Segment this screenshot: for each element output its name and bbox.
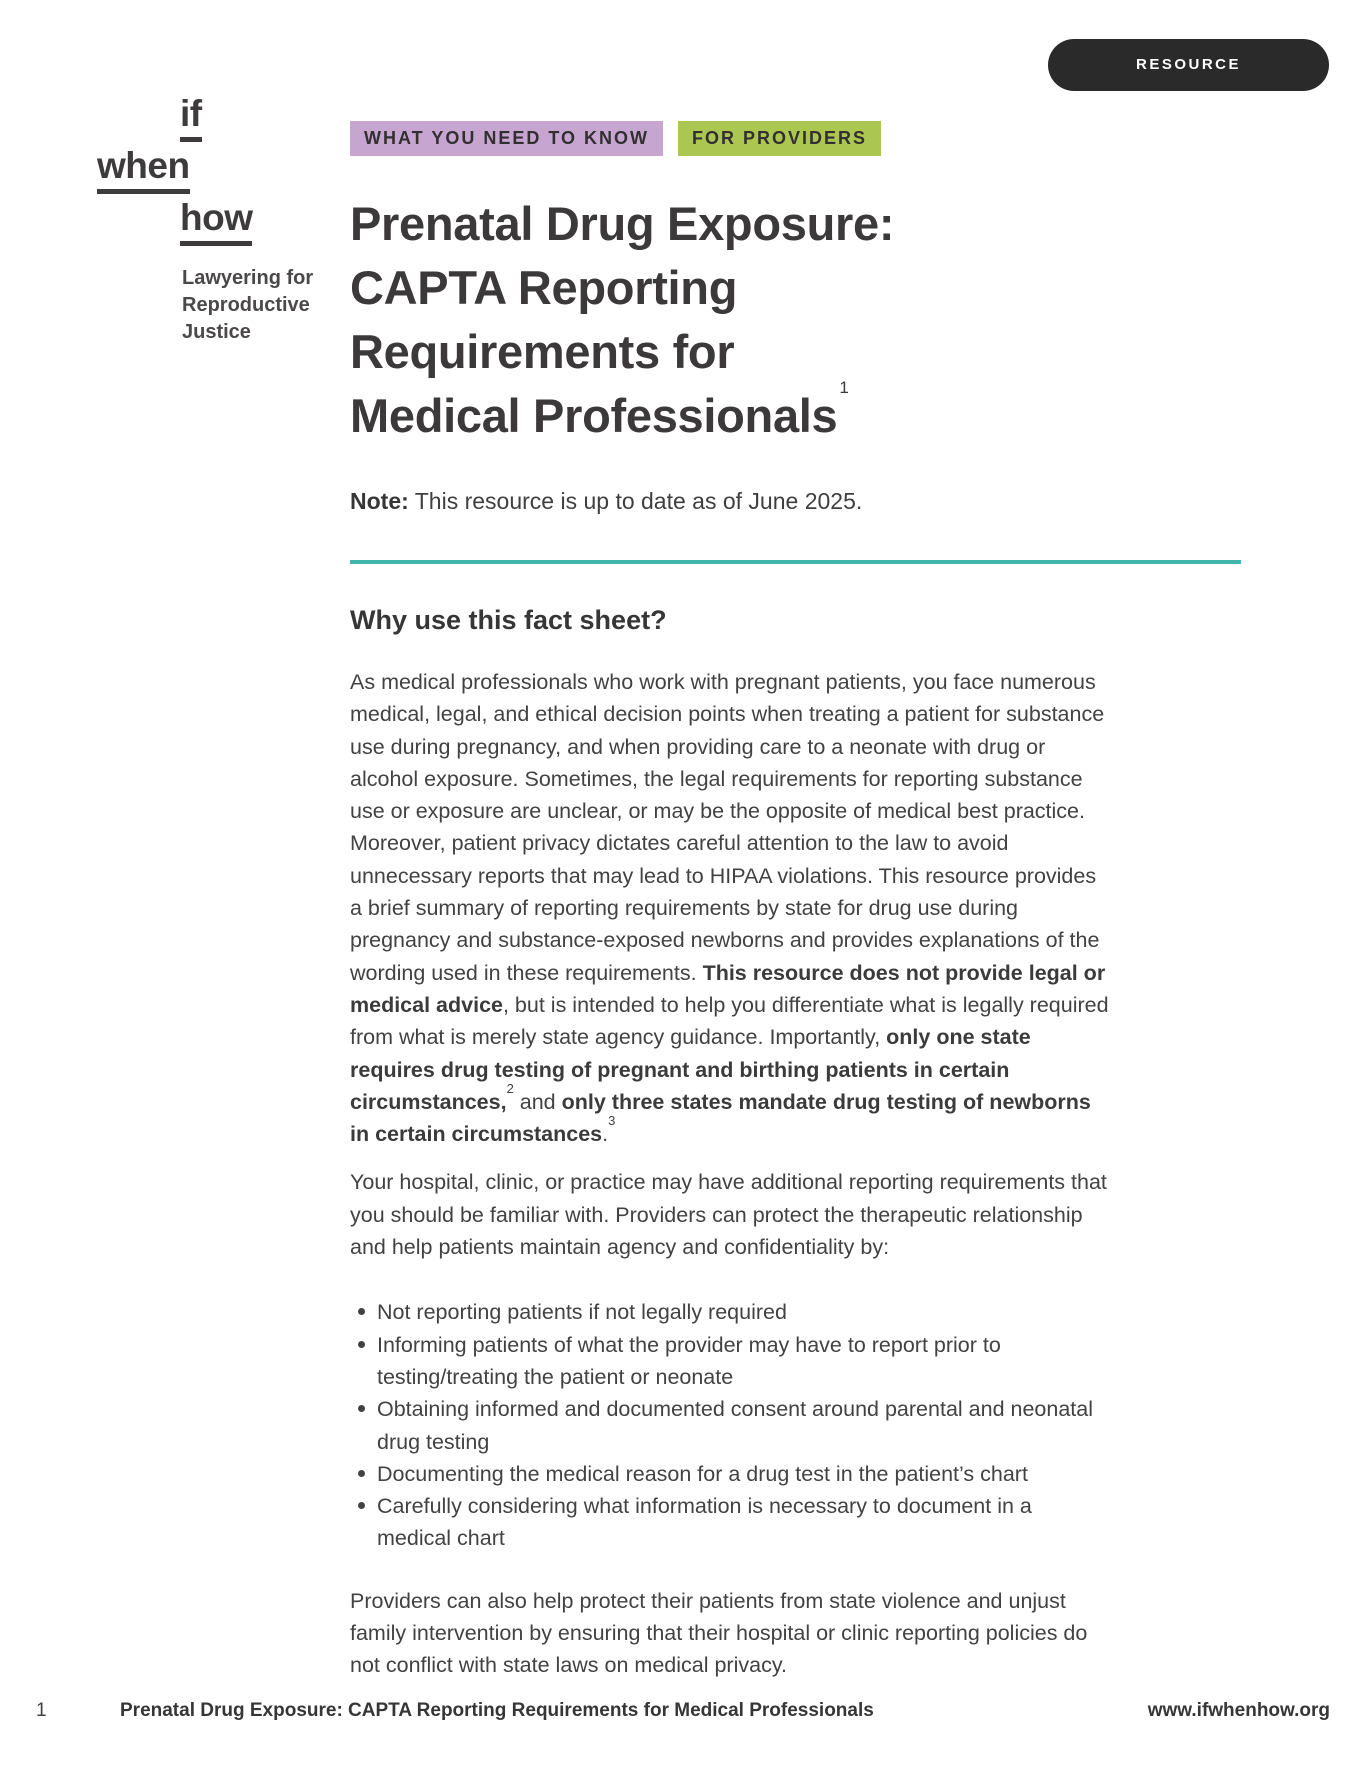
list-item: Not reporting patients if not legally required (377, 1296, 1110, 1328)
footer-page-number: 1 (36, 1700, 47, 1721)
page-title-line-2: CAPTA Reporting (350, 261, 738, 314)
page-title-line-1: Prenatal Drug Exposure: (350, 197, 895, 250)
logo-tagline-line-3: Justice (182, 321, 251, 343)
note-label: Note: (350, 488, 409, 514)
tag-for-providers: FOR PROVIDERS (678, 121, 881, 156)
body-paragraph-1: As medical professionals who work with pregnant patients, you face numerous medical, legal, and ethical decision points when treating a patient for substance use during pregnancy, and when providing care to a neonate with drug or alcohol exposure. Sometimes, the legal requirements for reporting substance use or exposure are unclear, or may be the opposite of medical best practice. Moreover, patient privacy dictates careful attention to the law to avoid unnecessary reports that may lead to HIPAA violations. This resource provides a brief summary of reporting requirements by state for drug use during pregnancy and substance-exposed newborns and provides explanations of the wording used in these requirements. This resource does not provide legal or medical advice, but is intended to help you differentiate what is legally required from what is merely state agency guidance. Importantly, only one state requires drug testing of pregnant and birthing patients in certain circumstances,$^2$ and only three states mandate drug testing of newborns in certain circumstances.$^3$ (350, 670, 1109, 1147)
logo-tagline-line-2: Reproductive (182, 294, 310, 316)
tag-row (350, 121, 1110, 156)
logo-word-when: when (97, 147, 190, 194)
page-title-line-3: Requirements for (350, 325, 735, 378)
footer-website-link[interactable]: www.ifwhenhow.org (1147, 1700, 1330, 1721)
body-paragraph-3: Providers can also help protect their patients from state violence and unjust family intervention by ensuring that their hospital or clinic reporting policies do not conflict with state laws on medical privacy. (350, 1588, 1088, 1678)
section-heading: Why use this fact sheet? (350, 605, 667, 635)
logo-tagline-line-1: Lawyering for (182, 267, 314, 289)
logo-tagline (182, 265, 313, 346)
logo-word-if: if (180, 95, 202, 142)
bullet-list (350, 1296, 1110, 1554)
list-item: Obtaining informed and documented consent around parental and neonatal drug testing (377, 1393, 1110, 1458)
page-title-line-4: Medical Professionals$^1$ (350, 378, 849, 442)
section-divider (350, 560, 1241, 564)
note-text: Note: This resource is up to date as of June 2025. (350, 488, 863, 514)
page-title (350, 192, 1110, 448)
list-item: Informing patients of what the provider may have to report prior to testing/treating the patient or neonate (377, 1329, 1110, 1394)
logo-word-how: how (180, 199, 252, 246)
list-item: Carefully considering what information is necessary to document in a medical chart (377, 1490, 1110, 1555)
tag-what-you-need-to-know: WHAT YOU NEED TO KNOW (350, 121, 663, 156)
body-paragraph-2: Your hospital, clinic, or practice may have additional reporting requirements that you should be familiar with. Providers can protect the therapeutic relationship and help patients maintain agency and confidentiality by: (350, 1170, 1107, 1260)
footer-title: Prenatal Drug Exposure: CAPTA Reporting Requirements for Medical Professionals (120, 1700, 874, 1721)
title-footnote-ref: 1 (839, 378, 849, 398)
document-body (350, 0, 1110, 1682)
resource-badge: RESOURCE (1048, 39, 1329, 91)
ifwhenhow-logo (97, 95, 317, 365)
list-item: Documenting the medical reason for a drug test in the patient’s chart (377, 1458, 1110, 1490)
